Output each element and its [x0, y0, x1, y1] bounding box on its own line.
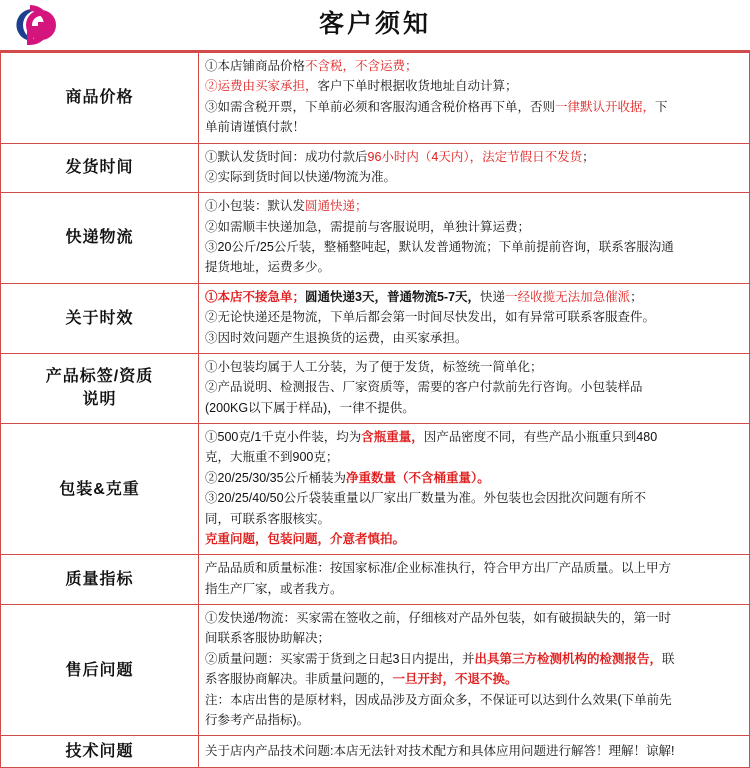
- content-line: [205, 168, 743, 187]
- row-content: [199, 53, 750, 144]
- content-text: ；: [630, 289, 643, 304]
- content-text: ③因时效问题产生退换货的运费，由买家承担。: [205, 330, 468, 345]
- content-line: [205, 238, 743, 257]
- content-line: [205, 118, 743, 137]
- content-text: ②产品说明、检测报告、厂家资质等，需要的客户付款前先行咨询。小包装样品: [205, 380, 643, 395]
- content-text: 克，大瓶重不到900克；: [205, 450, 339, 465]
- content-text: ③20/25/40/50公斤袋装重量以厂家出厂数量为准。外包装也会因批次问题有所不: [205, 491, 647, 506]
- row-content: [199, 193, 750, 284]
- content-line: [205, 448, 743, 467]
- content-text: ①默认发货时间：成功付款后: [205, 149, 368, 164]
- content-text: 净重数量（不含桶重量）。: [346, 470, 490, 485]
- content-text: 指生产厂家，或者我方。: [205, 581, 343, 596]
- table-row: [1, 193, 750, 284]
- content-line: [205, 258, 743, 277]
- content-line: [205, 691, 743, 710]
- table-row: [1, 143, 750, 193]
- content-text: ①小包装：默认发: [205, 199, 306, 214]
- content-text: ②实际到货时间以快递/物流为准。: [205, 169, 396, 184]
- content-line: [205, 98, 743, 117]
- content-text: (200KG以下属于样品)，一律不提供。: [205, 400, 415, 415]
- table-row: [1, 53, 750, 144]
- content-text: 产品品质和质量标准：按国家标准/企业标准执行，符合甲方出厂产品质量。以上甲方: [205, 561, 671, 576]
- content-line: [205, 148, 743, 167]
- content-line: [205, 711, 743, 730]
- content-text: ②质量问题：买家需于货到之日起3日内提出，并: [205, 651, 475, 666]
- content-text: ①发快递/物流：买家需在签收之前，仔细核对产品外包装，如有破损缺失的，第一时: [205, 611, 671, 625]
- content-line: [205, 428, 743, 447]
- content-text: ②无论快递还是物流，下单后都会第一时间尽快发出，如有异常可联系客服查件。: [205, 310, 656, 325]
- content-line: [205, 670, 743, 689]
- content-line: [205, 510, 743, 529]
- content-line: [205, 329, 743, 348]
- content-text: 客户下单时根据收货地址自动计算；: [317, 79, 518, 94]
- content-line: [205, 580, 743, 599]
- content-line: [205, 742, 743, 761]
- document-header: [0, 0, 750, 52]
- content-line: [205, 288, 743, 307]
- content-text: 行参考产品指标)。: [205, 712, 310, 727]
- row-content: [199, 143, 750, 193]
- row-label: 售后问题: [1, 605, 199, 736]
- content-line: [205, 308, 743, 327]
- notice-table: [0, 52, 750, 768]
- content-line: [205, 469, 743, 488]
- row-content: [199, 283, 750, 353]
- row-label: 商品价格: [1, 53, 199, 144]
- content-text: ①本店铺商品价格: [205, 59, 306, 73]
- content-line: [205, 358, 743, 377]
- content-text: 联: [661, 651, 675, 666]
- content-text: ；: [582, 149, 595, 164]
- content-text: 出具第三方检测机构的检测报告，: [474, 651, 662, 666]
- content-line: [205, 218, 743, 237]
- content-text: 一律默认开收据，: [555, 99, 656, 114]
- content-text: 运费由买家承担，: [217, 79, 318, 94]
- content-text: ①小包装均属于人工分装，为了便于发货，标签统一简单化；: [205, 359, 543, 374]
- content-text: 不含税，不含运费；: [305, 59, 418, 73]
- page-title: 客户须知: [318, 10, 431, 38]
- content-text: 含瓶重量，: [361, 430, 424, 444]
- content-line: [205, 650, 743, 669]
- row-content: [199, 605, 750, 736]
- table-row: [1, 424, 750, 555]
- content-text: 同，可联系客服核实。: [205, 511, 331, 526]
- row-content: [199, 424, 750, 555]
- content-text: 圆通快递；: [305, 199, 368, 214]
- row-label: 关于时效: [1, 283, 199, 353]
- row-label: 质量指标: [1, 555, 199, 605]
- content-text: ①500克/1千克小件装，均为: [205, 430, 362, 444]
- row-content: [199, 353, 750, 423]
- content-text: 间联系客服协助解决；: [205, 631, 331, 646]
- row-label: 快递物流: [1, 193, 199, 284]
- content-text: 下: [655, 99, 668, 114]
- content-text: ②: [205, 79, 218, 94]
- cg-logo-icon: [8, 2, 78, 48]
- content-text: 关于店内产品技术问题:本店无法针对技术配方和具体应用问题进行解答！理解！谅解!: [205, 743, 675, 758]
- content-text: 克重问题，包装问题，介意者慎拍。: [205, 531, 406, 546]
- row-label: 产品标签/资质 说明: [1, 353, 199, 423]
- content-text: 圆通快递3天，普通物流5-7天，: [305, 289, 481, 304]
- row-content: [199, 736, 750, 768]
- content-text: ②20/25/30/35公斤桶装为: [205, 470, 347, 485]
- table-row: [1, 736, 750, 768]
- content-text: 单前请谨慎付款！: [205, 120, 306, 135]
- content-line: [205, 489, 743, 508]
- content-line: [205, 77, 743, 96]
- content-text: 系客服协商解决。非质量问题的，: [205, 672, 393, 687]
- row-content: [199, 555, 750, 605]
- content-line: [205, 609, 743, 628]
- content-text: ②如需顺丰快递加急，需提前与客服说明，单独计算运费；: [205, 219, 531, 234]
- table-row: [1, 353, 750, 423]
- row-label: 发货时间: [1, 143, 199, 193]
- content-line: [205, 559, 743, 578]
- content-text: 快递: [480, 289, 506, 304]
- row-label: 包装&克重: [1, 424, 199, 555]
- table-row: [1, 605, 750, 736]
- content-text: 因产品密度不同，有些产品小瓶重只到480: [423, 430, 658, 444]
- content-text: 提货地址，运费多少。: [205, 260, 331, 275]
- content-line: [205, 197, 743, 216]
- content-text: 一经收揽无法加急催派: [505, 289, 631, 304]
- content-text: 注：本店出售的是原材料，因成品涉及方面众多，不保证可以达到什么效果(下单前先: [205, 692, 672, 707]
- content-line: [205, 399, 743, 418]
- content-line: [205, 57, 743, 76]
- content-line: [205, 378, 743, 397]
- content-text: ③如需含税开票，下单前必须和客服沟通含税价格再下单，否则: [205, 99, 556, 114]
- content-line: [205, 530, 743, 549]
- content-line: [205, 629, 743, 648]
- table-row: [1, 555, 750, 605]
- content-text: 一旦开封，不退不换。: [392, 672, 518, 687]
- content-text: 96小时内（4天内），法定节假日不发货: [367, 149, 583, 164]
- row-label: 技术问题: [1, 736, 199, 768]
- content-text: ①本店不接急单；: [205, 289, 306, 304]
- content-text: ③20公斤/25公斤装，整桶整吨起，默认发普通物流；下单前提前咨询，联系客服沟通: [205, 240, 674, 254]
- table-row: [1, 283, 750, 353]
